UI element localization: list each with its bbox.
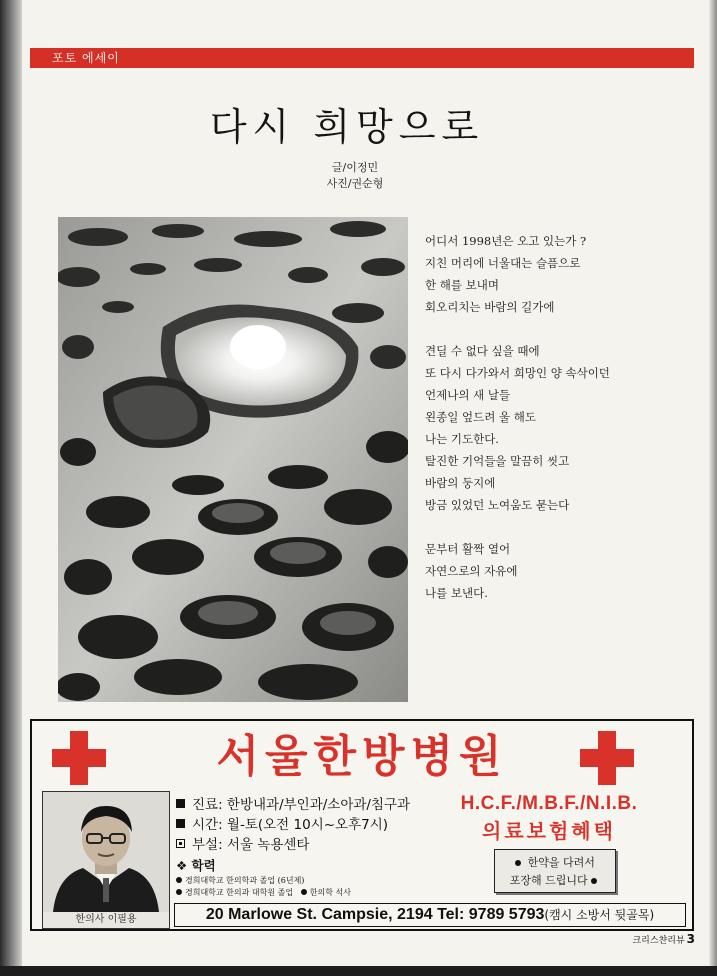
poem-stanza-3 bbox=[425, 538, 685, 604]
poem-line: 바람의 둥지에 bbox=[425, 476, 496, 490]
rock-photo bbox=[58, 217, 408, 702]
red-cross-icon bbox=[52, 731, 106, 785]
byline-writer: 글/이정민 bbox=[331, 161, 379, 174]
red-cross-icon bbox=[580, 731, 634, 785]
doctor-silhouette-icon bbox=[43, 792, 169, 912]
magazine-name: 크리스챤리뷰 bbox=[632, 936, 685, 946]
page-number: 3 bbox=[686, 932, 695, 946]
page-edge-shadow-right bbox=[709, 0, 717, 976]
poem-text bbox=[425, 230, 685, 626]
herb-line-2: 포장해 드립니다 bbox=[495, 872, 615, 890]
info-row-annex: 부설: 서울 녹용센타 bbox=[176, 835, 496, 855]
boxed-bullet-icon bbox=[176, 839, 185, 848]
herb-line-1: 한약을 다려서 bbox=[495, 854, 615, 872]
poem-stanza-1 bbox=[425, 230, 685, 318]
address-main: 20 Marlowe St. Campsie, 2194 Tel: 9789 5793 bbox=[205, 906, 545, 923]
insurance-benefit: 의료보험혜택 bbox=[482, 819, 616, 843]
doctor-caption: 한의사 이필용 bbox=[43, 912, 169, 928]
poem-line: 문부터 활짝 열어 bbox=[425, 542, 511, 556]
insurance-codes: H.C.F./M.B.F./N.I.B. bbox=[460, 793, 638, 814]
square-bullet-icon bbox=[176, 819, 185, 828]
poem-line: 회오리치는 바람의 길가에 bbox=[425, 300, 555, 314]
hospital-advertisement bbox=[30, 719, 694, 931]
poem-line: 또 다시 다가와서 희망인 양 속삭이던 bbox=[425, 366, 610, 380]
education-line: 경희대학교 한의학과 졸업 (6년제) bbox=[176, 875, 506, 887]
section-header-bar bbox=[30, 48, 694, 68]
dot-bullet-icon bbox=[176, 889, 182, 895]
poem-line: 왼종일 엎드려 울 해도 bbox=[425, 410, 536, 424]
poem-line: 어디서 1998년은 오고 있는가 ? bbox=[425, 234, 587, 248]
poem-line: 탈진한 기억들을 말끔히 씻고 bbox=[425, 454, 570, 468]
dot-bullet-icon bbox=[176, 877, 182, 883]
education-line: 경희대학교 한의과 대학원 졸업 한의학 석사 bbox=[176, 887, 506, 899]
insurance-info bbox=[444, 791, 654, 845]
poem-line: 나를 보낸다. bbox=[425, 586, 488, 600]
info-row-treatment: 진료: 한방내과/부인과/소아과/침구과 bbox=[176, 795, 496, 815]
dot-bullet-icon bbox=[301, 889, 307, 895]
poem-line: 언제나의 새 날들 bbox=[425, 388, 511, 402]
poem-line: 나는 기도한다. bbox=[425, 432, 499, 446]
education-heading: ❖ 학력 bbox=[176, 858, 216, 873]
herbal-service-box bbox=[494, 849, 616, 893]
article-credits bbox=[300, 160, 410, 192]
poem-line: 지친 머리에 너울대는 슬픔으로 bbox=[425, 256, 581, 270]
address-note: (캠시 소방서 뒷골목) bbox=[544, 908, 655, 922]
hospital-name: 서울한방병원 bbox=[216, 731, 508, 782]
page-edge-shadow-bottom bbox=[0, 966, 717, 976]
poem-line: 한 해를 보내며 bbox=[425, 278, 499, 292]
clinic-address bbox=[174, 903, 686, 927]
dot-bullet-icon bbox=[515, 860, 521, 866]
info-row-hours: 시간: 월-토(오전 10시~오후7시) bbox=[176, 815, 496, 835]
section-label: 포토 에세이 bbox=[52, 51, 120, 65]
doctor-portrait bbox=[42, 791, 170, 929]
dot-bullet-icon bbox=[591, 878, 597, 884]
poem-line: 자연으로의 자유에 bbox=[425, 564, 518, 578]
page-footer bbox=[632, 932, 695, 946]
poem-stanza-2 bbox=[425, 340, 685, 516]
byline-photographer: 사진/권순형 bbox=[326, 177, 384, 190]
poem-line: 방금 있었던 노여움도 묻는다 bbox=[425, 498, 570, 512]
article-title: 다시 희망으로 bbox=[209, 105, 485, 149]
square-bullet-icon bbox=[176, 799, 185, 808]
poem-line: 견딜 수 없다 싶을 때에 bbox=[425, 344, 540, 358]
eroded-rock-image bbox=[58, 217, 408, 702]
doctor-education bbox=[176, 857, 506, 899]
